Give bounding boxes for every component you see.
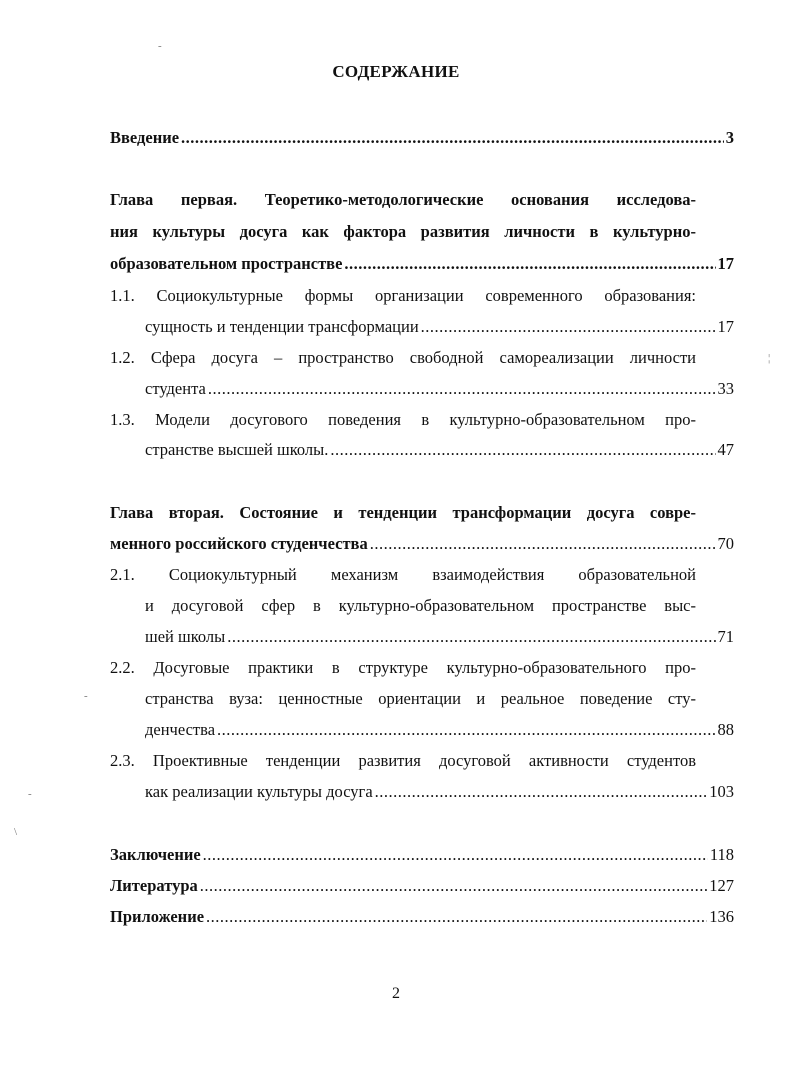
toc-label: Приложение: [110, 907, 205, 926]
toc-s11-line1: 1.1. Социокультурные формы организации современного образования:: [110, 286, 696, 305]
toc-label: менного российского студенчества: [110, 534, 368, 553]
toc-entry-s13: [145, 440, 734, 460]
toc-s21-line1: 2.1. Социокультурный механизм взаимодействия образовательной: [110, 565, 696, 584]
toc-entry-s21: [145, 627, 734, 647]
toc-page: 103: [709, 782, 734, 801]
toc-leader: [181, 128, 724, 148]
toc-s12-line1: 1.2. Сфера досуга – пространство свободной самореализации личности: [110, 348, 696, 367]
toc-s23-line1: 2.3. Проективные тенденции развития досуговой активности студентов: [110, 751, 696, 770]
toc-label: денчества: [145, 720, 216, 739]
toc-label: шей школы: [145, 627, 226, 646]
toc-entry-literature: [110, 876, 734, 896]
toc-page: 118: [709, 845, 734, 864]
toc-leader: [344, 254, 715, 274]
toc-label: странстве высшей школы.: [145, 440, 329, 459]
toc-chapter1-line2: ния культуры досуга как фактора развития личности в культурно-: [110, 222, 696, 241]
scan-speck: -: [84, 690, 88, 702]
toc-leader: [208, 379, 716, 399]
toc-label: как реализации культуры досуга: [145, 782, 373, 801]
toc-s22-line2: странства вуза: ценностные ориентации и реальное поведение сту-: [145, 689, 696, 708]
toc-entry-s12: [145, 379, 734, 399]
toc-label: студента: [145, 379, 206, 398]
toc-s22-line1: 2.2. Досуговые практики в структуре культурно-образовательного про-: [110, 658, 696, 677]
toc-entry-appendix: [110, 907, 734, 927]
toc-leader: [330, 440, 715, 460]
toc-entry-conclusion: [110, 845, 734, 865]
toc-label: Заключение: [110, 845, 201, 864]
toc-label: сущность и тенденции трансформации: [145, 317, 419, 336]
page-number: 2: [392, 985, 400, 1002]
toc-page: 88: [717, 720, 734, 739]
toc-page: 127: [709, 876, 734, 895]
page-title: СОДЕРЖАНИЕ: [332, 62, 460, 81]
toc-entry-intro: [110, 128, 734, 148]
toc-s21-line2: и досуговой сфер в культурно-образовательном пространстве выс-: [145, 596, 696, 615]
scan-speck: -: [28, 788, 32, 800]
scan-speck: \: [14, 826, 18, 838]
toc-page: 3: [725, 128, 734, 147]
toc-leader: [375, 782, 708, 802]
toc-leader: [421, 317, 716, 337]
toc-leader: [200, 876, 707, 896]
toc-entry-chapter1: [110, 254, 734, 274]
scan-speck: -: [158, 40, 162, 52]
toc-entry-chapter2: [110, 534, 734, 554]
toc-entry-s11: [145, 317, 734, 337]
toc-leader: [217, 720, 715, 740]
toc-chapter1-line1: Глава первая. Теоретико-методологические основания исследова-: [110, 190, 696, 209]
toc-entry-s23: [145, 782, 734, 802]
toc-s13-line1: 1.3. Модели досугового поведения в культурно-образовательном про-: [110, 410, 696, 429]
toc-label: Введение: [110, 128, 180, 147]
toc-page: 136: [709, 907, 734, 926]
toc-page: 33: [717, 379, 734, 398]
toc-page: 71: [717, 627, 734, 646]
toc-label: образовательном пространстве: [110, 254, 343, 273]
toc-leader: [203, 845, 708, 865]
toc-chapter2-line1: Глава вторая. Состояние и тенденции трансформации досуга совре-: [110, 503, 696, 522]
toc-page: 17: [717, 254, 734, 273]
toc-entry-s22: [145, 720, 734, 740]
toc-leader: [370, 534, 716, 554]
toc-leader: [206, 907, 707, 927]
toc-label: Литература: [110, 876, 198, 895]
scan-speck: ¦: [768, 352, 771, 364]
toc-page: 47: [717, 440, 734, 459]
toc-page: 17: [717, 317, 734, 336]
toc-page: 70: [717, 534, 734, 553]
toc-leader: [227, 627, 715, 647]
